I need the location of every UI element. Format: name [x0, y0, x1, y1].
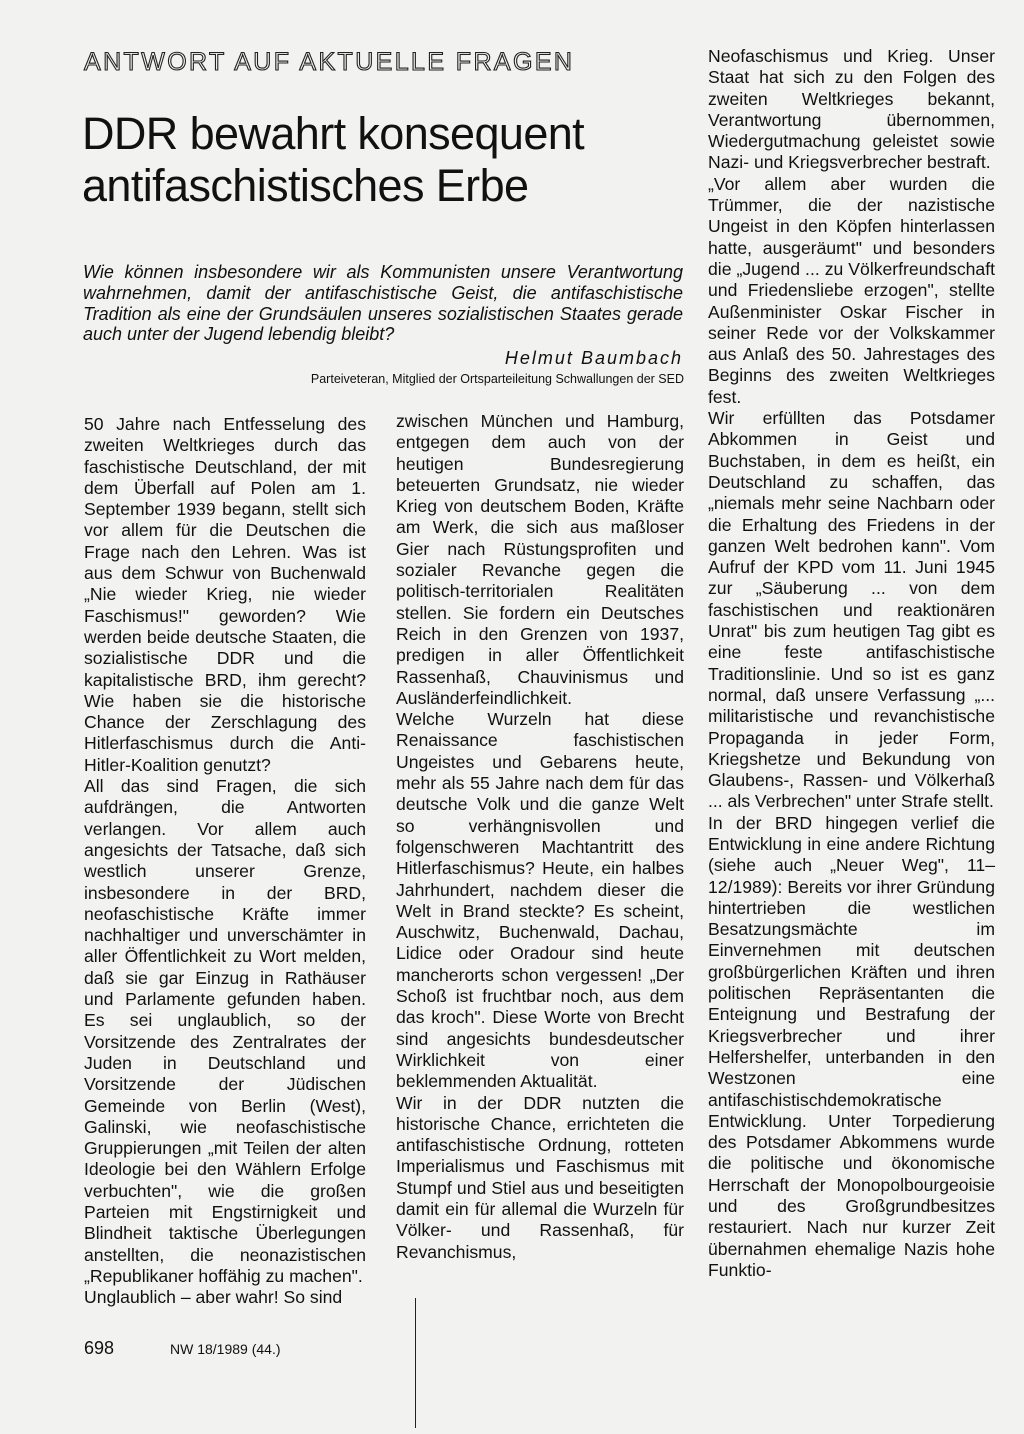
paragraph: Welche Wurzeln hat diese Renaissance faschistischen Ungeistes und Gebarens heute, mehr als 55 Jahre nach dem für das deutsche Volk und die ganze Welt so verhängnisvollen und folgenschweren Machtantritt des Hitlerfaschismus? Heute, ein halbes Jahrhundert, nachdem dieser die Welt in Brand steckte? Es scheint, Auschwitz, Buchenwald, Dachau, Lidice oder Oradour sind heute mancherorts schon vergessen! „Der Schoß ist fruchtbar noch, aus dem das kroch". Diese Worte von Brecht sind angesichts bundesdeutscher Wirklichkeit von einer beklemmenden Aktualität. [396, 709, 684, 1092]
paragraph: In der BRD hingegen verlief die Entwicklung in eine andere Richtung (siehe auch „Neuer Weg", 11–12/1989): Bereits vor ihrer Gründung hintertrieben die westlichen Besatzungsmächte im Einvernehmen mit deutschen großbürgerlichen Kräften und ihren politischen Repräsentanten die Enteignung und Bestrafung der Kriegsverbrecher und ihrer Helfershelfer, unterbanden in den Westzonen eine antifaschistischdemokratische Entwicklung. Unter Torpedierung des Potsdamer Abkommens wurde die politische und ökonomische Herrschaft der Monopolbourgeoisie und des Großgrundbesitzes restauriert. Nach nur kurzer Zeit übernahmen ehemalige Nazis hohe Funktio- [708, 812, 995, 1280]
paragraph: 50 Jahre nach Entfesselung des zweiten Weltkrieges durch das faschistische Deutschland, der mit dem Überfall auf Polen am 1. September 1939 begann, stellt sich vor allem für die Deutschen die Frage nach den Lehren. Was ist aus dem Schwur von Buchenwald „Nie wieder Krieg, nie wieder Faschismus!" geworden? Wie werden beide deutsche Staaten, die sozialistische DDR und die kapitalistische BRD, ihm gerecht? Wie haben sie die historische Chance der Zerschlagung des Hitlerfaschismus durch die Anti-Hitler-Koalition genutzt? [84, 414, 366, 775]
author-affiliation: Parteiveteran, Mitglied der Ortsparteileitung Schwallungen der SED [310, 372, 684, 386]
issue-reference: NW 18/1989 (44.) [170, 1341, 281, 1357]
article-column-3 [708, 46, 995, 1281]
page-number: 698 [84, 1338, 115, 1358]
section-kicker: ANTWORT AUF AKTUELLE FRAGEN [84, 48, 575, 76]
headline-line-2: antifaschistisches Erbe [82, 160, 529, 211]
paragraph: Unglaublich – aber wahr! So sind [84, 1287, 343, 1308]
paragraph: Wir in der DDR nutzten die historische Chance, errichteten die antifaschistische Ordnung, rotteten Imperialismus und Faschismus mit Stumpf und Stiel aus und beseitigten damit ein für allemal die Wurzeln für Völker- und Rassenhaß, für Revanchismus, [396, 1092, 684, 1262]
paragraph: All das sind Fragen, die sich aufdrängen, die Antworten verlangen. Vor allem auch angesichts der Tatsache, daß sich westlich unserer Grenze, insbesondere in der BRD, neofaschistische Kräfte immer nachhaltiger und unverschämter in aller Öffentlichkeit zu Wort melden, daß sie gar Einzug in Rathäuser und Parlamente gefunden haben. Es sei unglaublich, so der Vorsitzende des Zentralrates der Juden in Deutschland und Vorsitzende der Jüdischen Gemeinde von Berlin (West), Galinski, wie neofaschistische Gruppierungen „mit Teilen der alten Ideologie bei den Wählern Erfolge verbuchten", wie die großen Parteien mit Engstirnigkeit und Blindheit taktische Überlegungen anstellten, die neonazistischen „Republikaner hoffähig zu machen". [84, 776, 366, 1286]
column-rule [415, 1298, 416, 1428]
article-column-1 [84, 414, 366, 1308]
paragraph: zwischen München und Hamburg, entgegen dem auch von der heutigen Bundesregierung beteuerten Grundsatz, nie wieder Krieg von deutschem Boden, Kräfte am Werk, die sich aus maßloser Gier nach Rüstungsprofiten und sozialer Revanche gegen die politisch-territorialen Realitäten stellen. Sie fordern ein Deutsches Reich in den Grenzen von 1937, predigen in aller Öffentlichkeit Rassenhaß, Chauvinismus und Ausländerfeindlichkeit. [396, 411, 684, 708]
reader-question: Wie können insbesondere wir als Kommunisten unsere Verantwortung wahrnehmen, damit der antifaschistische Geist, die antifaschistische Tradition als eine der Grundsäulen unseres sozialistischen Staates gerade auch unter der Jugend lebendig bleibt? [83, 262, 683, 345]
paragraph: Wir erfüllten das Potsdamer Abkommen in Geist und Buchstaben, in dem es heißt, ein Deutschland zu schaffen, das „niemals mehr seine Nachbarn oder die Erhaltung des Friedens in der ganzen Welt bedrohen kann". Vom Aufruf der KPD vom 11. Juni 1945 zur „Säuberung ... von dem faschistischen und reaktionären Unrat" bis zum heutigen Tag gibt es eine feste antifaschistische Traditionslinie. Und so ist es ganz normal, daß unsere Verfassung „... militaristische und revanchistische Propaganda in jeder Form, Kriegshetze und Bekundung von Glaubens-, Rassen- und Völkerhaß ... als Verbrechen" unter Strafe stellt. [708, 408, 995, 812]
headline-line-1: DDR bewahrt konsequent [82, 108, 585, 159]
question-author: Helmut Baumbach [504, 348, 683, 368]
paragraph: „Vor allem aber wurden die Trümmer, die der nazistische Ungeist in den Köpfen hinterlassen hatte, ausgeräumt" und besonders die „Jugend ... zu Völkerfreundschaft und Friedensliebe erzogen", stellte Außenminister Oskar Fischer in seiner Rede vor der Volkskammer aus Anlaß des 50. Jahrestages des Beginns des zweiten Weltkrieges fest. [708, 173, 995, 407]
article-column-2 [396, 411, 684, 1263]
article-headline [82, 108, 682, 212]
paragraph: Neofaschismus und Krieg. Unser Staat hat sich zu den Folgen des zweiten Weltkrieges bekannt, Verantwortung übernommen, Wiedergutmachung geleistet sowie Nazi- und Kriegsverbrecher bestraft. [708, 46, 995, 173]
